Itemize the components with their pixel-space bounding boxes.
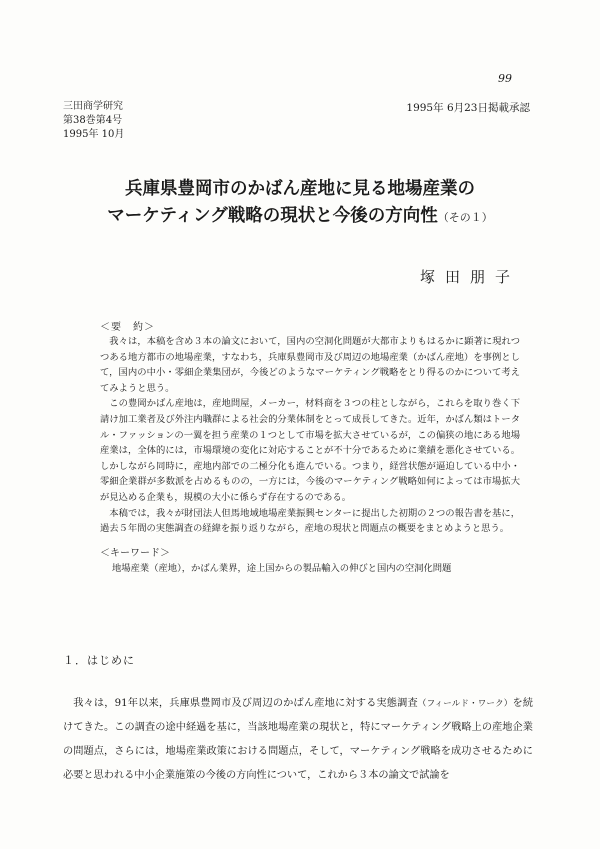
body-note: （フィールド・ワーク） [417,699,513,709]
keywords-text: 地場産業（産地），かばん業界，途上国からの製品輸入の伸びと国内の空洞化問題 [112,563,452,574]
journal-date: 1995年 10月 [63,129,125,140]
journal-name: 三田商学研究 [63,101,123,112]
title-line-1: 兵庫県豊岡市のかばん産地に見る地場産業の [125,179,475,199]
body-text-a: 我々は，91年以来，兵庫県豊岡市及び周辺のかばん産地に対する実態調査 [73,698,418,709]
title-part: （その１） [437,211,493,224]
journal-info [63,100,124,142]
section-heading: １．はじめに [63,654,135,667]
section-body [63,692,533,788]
abstract-paragraph: 我々は，本稿を含め３本の論文において，国内の空洞化問題が大都市よりもはるかに顕著に現れつつある地方都市の地場産業，すなわち，兵庫県豊岡市及び周辺の地場産業（かばん産地）を事例として，国内の中小・零細企業集団が，今後どのようなマーケティング戦略をとり得るのかについて考えてみようと思う。 [100,336,520,394]
keywords-label: ＜キーワード＞ [100,548,170,559]
paper-title [0,176,600,231]
abstract [100,334,520,537]
journal-volume: 第38巻第4号 [63,115,123,126]
author-name: 塚田朋子 [419,268,520,286]
acceptance-date: 1995年 6月23日掲載承認 [406,102,530,114]
title-line-2 [0,203,600,231]
page-number: 99 [498,72,512,85]
abstract-paragraph: この豊岡かばん産地は，産地問屋，メーカー，材料商を３つの柱としながら，これらを取り巻く下請け加工業者及び外注内職群による社会的分業体制をとって成長してきた。近年，かばん類はトータル・ファッションの一翼を担う産業の１つとして市場を拡大させているが，この偏狭の地にある地場産業は，全体的には，市場環境の変化に対応することが不十分であるために業績を悪化させている。しかしながら同時に，産地内部での二極分化も進んでいる。つまり，経営状態が逼迫している中小・零細企業群が多数派を占めるものの，一方には，今後のマーケティング戦略如何によっては市場拡大が見込める企業も，規模の大小に係らず存在するのである。 [100,398,520,503]
body-paragraph [63,692,533,788]
body-text-b: を続けてきた。この調査の途中経過を基に，当該地場産業の現状と，特にマーケティング戦略上の産地企業の問題点，さらには，地場産業政策における問題点，そして，マーケティング戦略を成功させるために必要と思われる中小企業施策の今後の方向性について，これから３本の論文で試論を [63,698,534,781]
abstract-paragraph: 本稿では，我々が財団法人但馬地域地場産業振興センターに提出した初期の２つの報告書を基に，過去５年間の実態調査の経緯を振り返りながら，産地の現状と問題点の概要をまとめようと思う。 [100,507,520,535]
title-line-2-main: マーケティング戦略の現状と今後の方向性 [107,206,438,226]
abstract-label: ＜要 約＞ [100,322,155,333]
